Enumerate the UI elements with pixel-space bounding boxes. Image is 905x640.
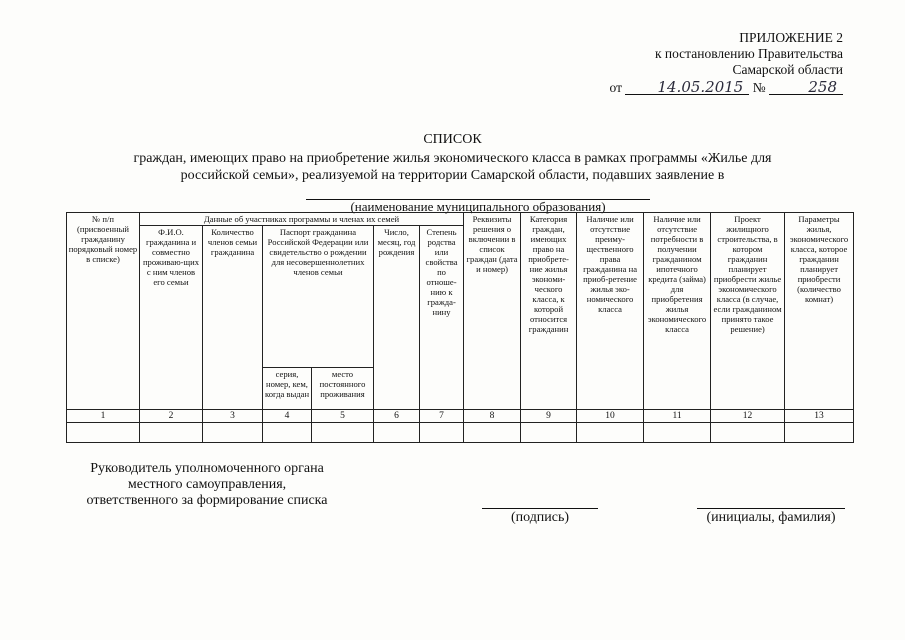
column-number: 9	[521, 410, 577, 423]
number-prefix: №	[752, 80, 766, 95]
column-number: 10	[577, 410, 644, 423]
table-cell	[263, 423, 312, 443]
header-category: Категория граждан, имеющих право на приобрете-ние жилья экономи-ческого класса, к которой относится гражданин	[521, 213, 577, 410]
header-group-participants: Данные об участниках программы и членах их семей	[140, 213, 464, 226]
signature-line	[482, 508, 598, 509]
signatory-line-3: ответственного за формирование списка	[86, 493, 328, 508]
table-cell	[140, 423, 203, 443]
table-cell	[644, 423, 711, 443]
header-decision-details: Реквизиты решения о включении в список граждан (дата и номер)	[464, 213, 521, 410]
citizens-list-table	[66, 212, 854, 443]
column-number: 7	[420, 410, 464, 423]
doc-heading: СПИСОК	[423, 132, 482, 147]
table-cell	[711, 423, 785, 443]
appendix-region-line: Самарской области	[732, 62, 843, 77]
table-cell	[312, 423, 374, 443]
municipality-label: (наименование муниципального образования)	[306, 199, 650, 214]
date-prefix: от	[609, 80, 622, 95]
header-residence: место постоянного проживания	[312, 368, 374, 410]
signatory-line-2: местного самоуправления,	[127, 477, 287, 492]
header-family-size: Количество членов семьи гражданина	[203, 226, 263, 410]
doc-title-line-2: российской семьи», реализуемой на территории Самарской области, подавших заявление в	[180, 168, 725, 183]
signature-caption: (подпись)	[510, 510, 570, 525]
appendix-ref-line: к постановлению Правительства	[654, 46, 843, 61]
column-numbers-row	[67, 410, 854, 423]
table-cell	[521, 423, 577, 443]
signatory-line-1: Руководитель уполномоченного органа	[90, 461, 324, 476]
column-number: 12	[711, 410, 785, 423]
appendix-block	[610, 30, 844, 96]
column-number: 6	[374, 410, 420, 423]
table-row	[67, 423, 854, 443]
table-cell	[203, 423, 263, 443]
column-number: 3	[203, 410, 263, 423]
header-kinship: Степень родства или свойства по отноше-нию к гражда-нину	[420, 226, 464, 410]
column-number: 11	[644, 410, 711, 423]
appendix-title: ПРИЛОЖЕНИЕ 2	[739, 30, 843, 45]
signatory-block	[62, 461, 352, 509]
table-cell	[374, 423, 420, 443]
header-housing-project: Проект жилищного строительства, в котором гражданин планирует приобрести жилье экономического класса (в случае, если гражданином принято такое решение)	[711, 213, 785, 410]
doc-title-line-1: граждан, имеющих право на приобретение жилья экономического класса в рамках программы «Жилье для	[133, 151, 772, 166]
column-number: 8	[464, 410, 521, 423]
header-housing-parameters: Параметры жилья, экономического класса, которое гражданин планирует приобрести (количество комнат)	[785, 213, 854, 410]
column-number: 13	[785, 410, 854, 423]
header-birth-date: Число, месяц, год рождения	[374, 226, 420, 410]
table-cell	[577, 423, 644, 443]
table-cell	[464, 423, 521, 443]
header-passport: Паспорт гражданина Российской Федерации или свидетельство о рождении для несовершеннолетних членов семьи	[263, 226, 374, 368]
header-priority-right: Наличие или отсутствие преиму-щественного права гражданина на приоб-ретение жилья эко-номического класса	[577, 213, 644, 410]
header-full-name: Ф.И.О. гражданина и совместно проживаю-щих с ним членов его семьи	[140, 226, 203, 410]
column-number: 1	[67, 410, 140, 423]
name-line	[697, 508, 845, 509]
header-row-number: № п/п (присвоенный гражданину порядковый номер в списке)	[67, 213, 140, 410]
column-number: 2	[140, 410, 203, 423]
table-cell	[420, 423, 464, 443]
handwritten-date: 14.05.2015	[625, 80, 749, 95]
column-number: 5	[312, 410, 374, 423]
handwritten-number: 258	[769, 80, 843, 95]
table-cell	[785, 423, 854, 443]
header-mortgage-need: Наличие или отсутствие потребности в получении гражданином ипотечного кредита (займа) для приобретения жилья экономического класса	[644, 213, 711, 410]
name-caption: (инициалы, фамилия)	[706, 510, 836, 525]
appendix-date-line	[610, 80, 844, 96]
header-passport-series: серия, номер, кем, когда выдан	[263, 368, 312, 410]
column-number: 4	[263, 410, 312, 423]
table-cell	[67, 423, 140, 443]
